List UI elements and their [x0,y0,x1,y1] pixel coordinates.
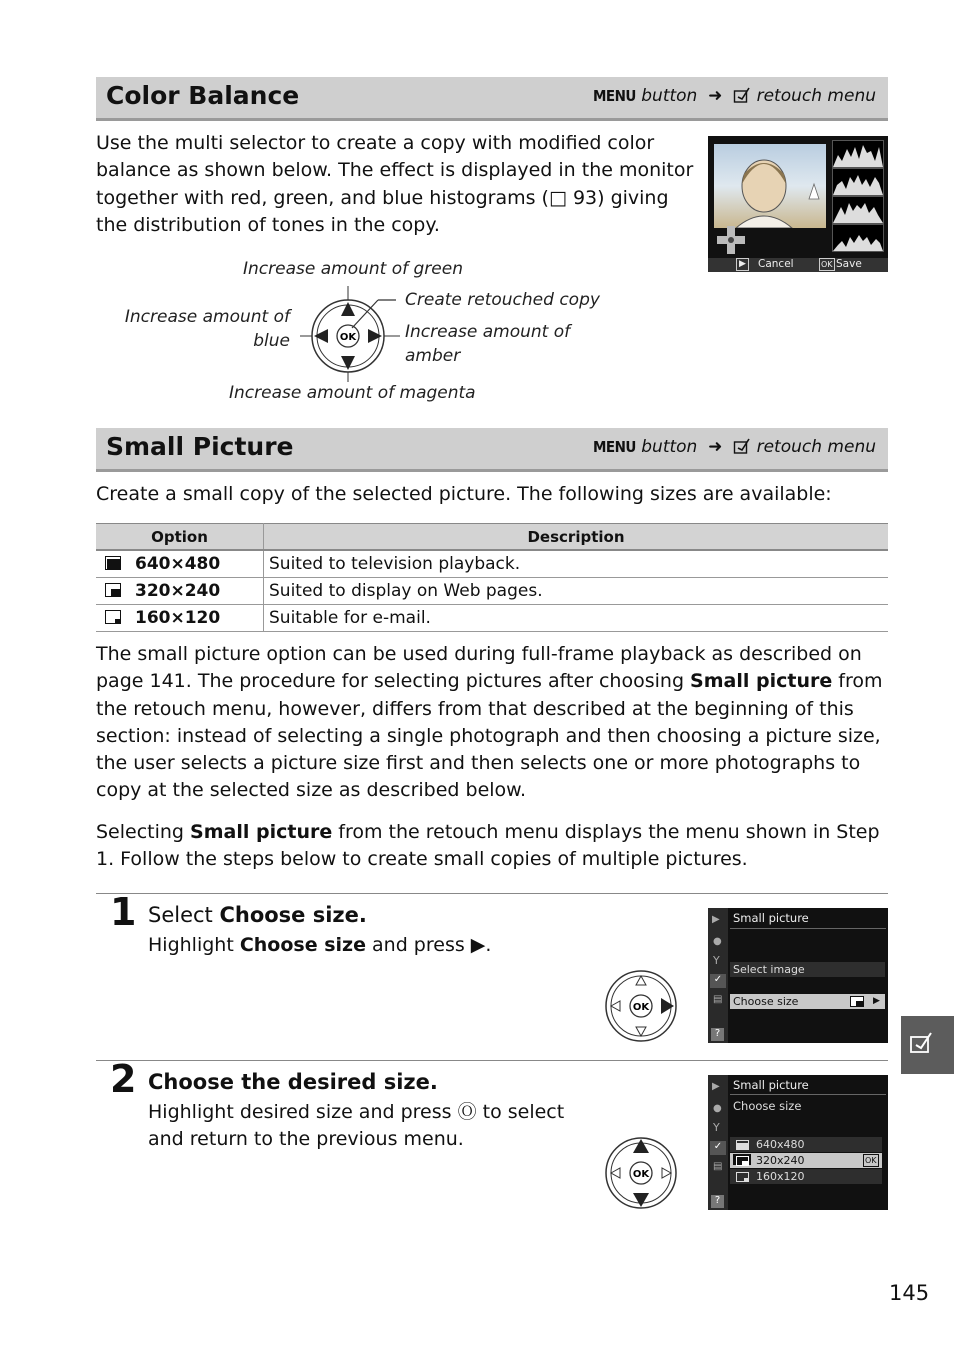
size-option-160[interactable]: 160x120 [730,1169,882,1184]
retouch-icon [733,437,751,455]
screen-title: Small picture [733,911,809,925]
svg-text:OK: OK [632,1169,650,1180]
retouch-chapter-tab [901,1016,954,1074]
size-option-320[interactable]: 320x240 OK [730,1153,882,1168]
step-divider [96,893,888,894]
retouch-icon [733,86,751,104]
multi-selector-updown-icon [603,1135,679,1211]
table-row: 640×480 Suited to television playback. [96,550,888,578]
table-cell-description: Suited to television playback. [264,550,889,578]
histogram-blue [832,224,884,252]
size-small-icon [105,610,121,624]
step-title: Select Choose size. [148,903,367,927]
table-row: 160×120 Suitable for e-mail. [96,605,888,632]
size-option-640[interactable]: 640x480 [730,1137,882,1152]
step-title: Choose the desired size. [148,1070,438,1094]
screen-subtitle: Choose size [733,1099,802,1113]
color-balance-intro: Use the multi selector to create a copy with modified color balance as shown below. The effect is displayed in the monitor together with red, green, and blue histograms (□ 93) giving the distribution of tones in the copy. [96,132,694,236]
recent-tab-icon: ▤ [713,994,723,1005]
menu-tab-column [708,908,728,1043]
svg-text:OK: OK [632,1002,650,1013]
label-blue: Increase amount of blue [124,307,290,351]
column-header-option: Option [96,524,264,551]
playback-tab-icon: ▶ [712,914,720,925]
table-cell-description: Suited to display on Web pages. [264,578,889,605]
preview-save: Save [836,258,862,270]
retouch-icon [909,1030,935,1056]
playback-tab-icon: ▶ [712,1081,720,1092]
size-medium-icon [736,1156,749,1166]
setup-tab-icon: Y [713,1121,720,1134]
menu-breadcrumb: MENU button ➜ retouch menu [592,437,876,457]
menu-item-select-image[interactable]: Select image [730,962,885,977]
color-balance-preview [708,136,888,272]
screen-title: Small picture [733,1078,809,1092]
menu-item-choose-size[interactable]: Choose size ▶ [730,994,885,1009]
retouch-tab-icon: ✓ [710,974,726,988]
preview-cancel: Cancel [758,258,794,270]
histogram-all [832,140,884,168]
camera-tab-icon: ● [713,936,722,947]
size-options-table [96,523,888,632]
size-medium-icon [105,583,121,597]
step-number: 2 [110,1057,137,1101]
ok-icon: OK [821,260,833,269]
step-number: 1 [110,890,137,934]
size-medium-icon [850,996,864,1007]
step-divider [96,1060,888,1061]
section-title: Small Picture [106,432,294,461]
label-magenta: Increase amount of magenta [229,383,476,403]
section-title: Color Balance [106,81,300,110]
ok-icon: OK [865,1156,877,1165]
small-picture-intro: Create a small copy of the selected picture. The following sizes are available: [96,483,832,505]
label-amber: Increase amount of amber [405,322,571,366]
multi-selector-right-icon [603,968,679,1044]
small-picture-header [96,428,888,472]
table-row: 320×240 Suited to display on Web pages. [96,578,888,605]
histogram-red [832,168,884,196]
screen-divider [730,1094,886,1095]
step-instruction: Highlight Choose size and press ▶. [148,934,492,956]
screen-divider [730,928,886,929]
histogram-green [832,196,884,224]
camera-tab-icon: ● [713,1103,722,1114]
preview-photo [714,144,826,228]
table-header-row [96,524,888,551]
svg-text:OK: OK [339,332,357,343]
page-number: 145 [889,1281,930,1305]
menu-breadcrumb: MENU button ➜ retouch menu [592,86,876,106]
step-instruction: Highlight desired size and press Ⓞ to select and return to the previous menu. [148,1101,565,1151]
camera-screen-step1 [708,908,888,1043]
color-balance-header [96,77,888,121]
column-header-description: Description [264,524,889,551]
playback-icon: ▶ [736,258,749,271]
table-cell-description: Suitable for e-mail. [264,605,889,632]
camera-screen-step2 [708,1075,888,1210]
menu-tab-column [708,1075,728,1210]
size-large-icon [105,556,121,570]
recent-tab-icon: ▤ [713,1161,723,1172]
preview-footer [708,258,888,272]
label-create-copy: Create retouched copy [405,290,600,310]
chevron-right-icon: ▶ [873,996,880,1006]
label-green: Increase amount of green [243,259,463,279]
small-picture-paragraph-1: The small picture option can be used during full-frame playback as described on page 141. The procedure for selecting pictures after choosing Small picture from the retouch menu, however, differs from that described at the beginning of this section: instead of selecting a single photograph and then choosing a picture size, the user selects a picture size first and then selects one or more photographs to copy at the selected size as described below. [96,643,883,802]
color-cross-icon [714,224,748,256]
help-icon: ? [711,1195,724,1208]
size-large-icon [736,1140,749,1150]
retouch-tab-icon: ✓ [710,1141,726,1155]
small-picture-paragraph-2: Selecting Small picture from the retouch menu displays the menu shown in Step 1. Follow the steps below to create small copies of multiple pictures. [96,821,880,871]
multi-selector-icon [300,286,400,386]
size-small-icon [736,1172,749,1182]
setup-tab-icon: Y [713,954,720,967]
help-icon: ? [711,1028,724,1041]
